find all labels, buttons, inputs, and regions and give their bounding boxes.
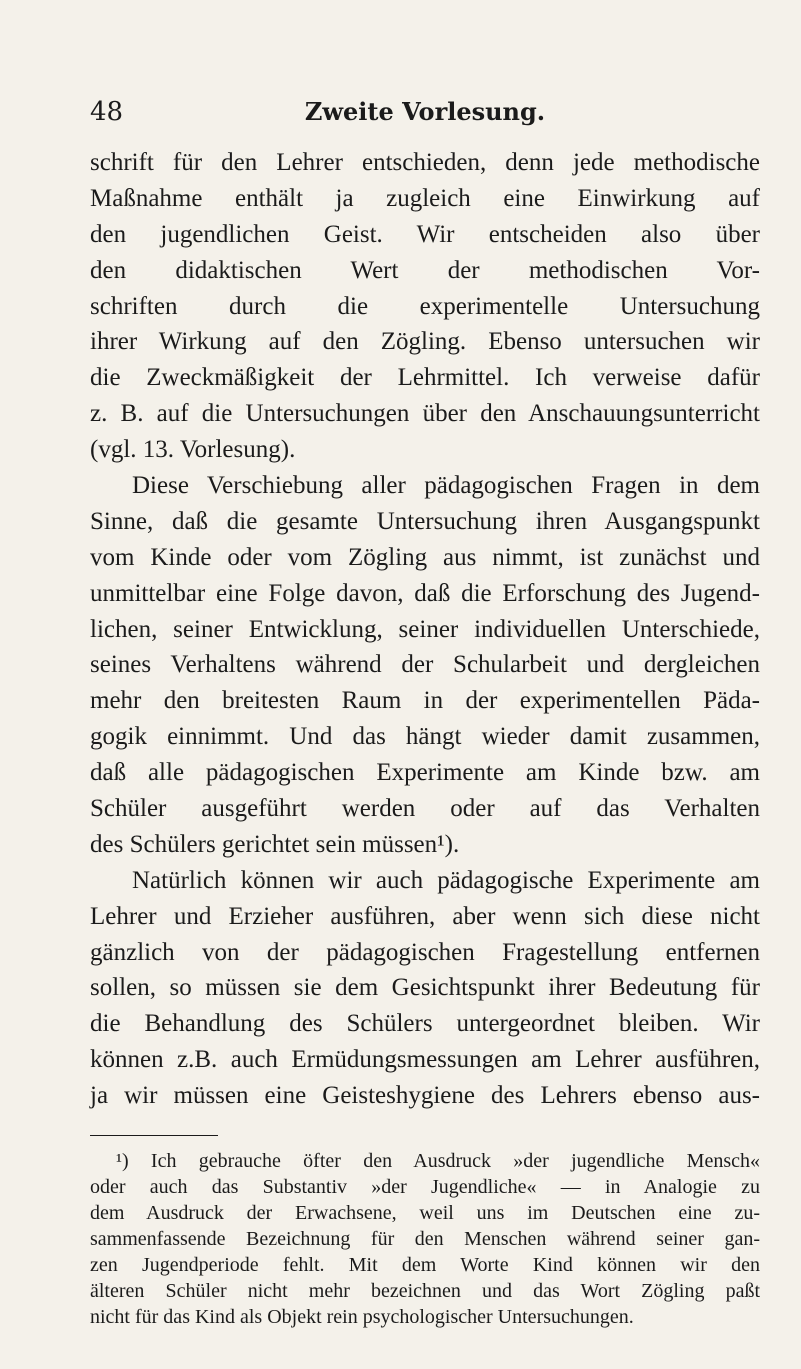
- body-text: [90, 145, 760, 1114]
- footnote-line: sammenfassende Bezeichnung für den Menschen während seiner gan-: [90, 1228, 760, 1250]
- running-head: Zweite Vorlesung.: [304, 97, 546, 126]
- text-line: Diese Verschiebung aller pädagogischen Fragen in dem: [132, 472, 760, 500]
- text-line: schrift für den Lehrer entschieden, denn jede methodische: [90, 149, 760, 176]
- text-line: mehr den breitesten Raum in der experimentellen Päda-: [90, 687, 760, 715]
- page-number: 48: [90, 97, 124, 127]
- text-line: seines Verhaltens während der Schularbeit und dergleichen: [90, 651, 760, 679]
- footnote-line: zen Jugendperiode fehlt. Mit dem Worte Kind können wir den: [90, 1254, 760, 1276]
- text-line: den didaktischen Wert der methodischen Vor-: [90, 256, 760, 284]
- text-line: unmittelbar eine Folge davon, daß die Erforschung des Jugend-: [90, 579, 760, 607]
- text-line: Natürlich können wir auch pädagogische Experimente am: [132, 866, 760, 894]
- text-line: Schüler ausgeführt werden oder auf das Verhalten: [90, 795, 760, 823]
- text-line: schriften durch die experimentelle Untersuchung: [90, 292, 760, 320]
- footnote-line: dem Ausdruck der Erwachsene, weil uns im Deutschen eine zu-: [90, 1202, 760, 1224]
- text-line: Maßnahme enthält ja zugleich eine Einwirkung auf: [90, 184, 760, 212]
- text-line: Lehrer und Erzieher ausführen, aber wenn sich diese nicht: [90, 902, 760, 930]
- footnote-divider: [90, 1135, 218, 1136]
- text-line: lichen, seiner Entwicklung, seiner individuellen Unterschiede,: [90, 615, 760, 643]
- text-line: die Zweckmäßigkeit der Lehrmittel. Ich verweise dafür: [90, 364, 760, 392]
- footnotes: [90, 1148, 760, 1330]
- text-line: die Behandlung des Schülers untergeordnet bleiben. Wir: [90, 1010, 760, 1038]
- text-line: können z.B. auch Ermüdungsmessungen am Lehrer ausführen,: [90, 1046, 760, 1074]
- text-line: vom Kinde oder vom Zögling aus nimmt, ist zunächst und: [90, 543, 760, 571]
- footnote-line: oder auch das Substantiv »der Jugendliche« — in Analogie zu: [90, 1176, 760, 1198]
- page-header: [90, 92, 760, 132]
- text-line: (vgl. 13. Vorlesung).: [90, 436, 296, 464]
- text-line: den jugendlichen Geist. Wir entscheiden also über: [90, 220, 760, 248]
- text-line: Sinne, daß die gesamte Untersuchung ihren Ausgangspunkt: [90, 507, 760, 535]
- text-line: gogik einnimmt. Und das hängt wieder damit zusammen,: [90, 723, 760, 751]
- text-line: gänzlich von der pädagogischen Fragestellung entfernen: [90, 938, 760, 966]
- text-line: sollen, so müssen sie dem Gesichtspunkt ihrer Bedeutung für: [90, 974, 760, 1002]
- text-line: ihrer Wirkung auf den Zögling. Ebenso untersuchen wir: [90, 328, 760, 356]
- text-line: z. B. auf die Untersuchungen über den Anschauungsunterricht: [90, 400, 760, 428]
- text-line: daß alle pädagogischen Experimente am Kinde bzw. am: [90, 759, 760, 787]
- footnote-line: ¹) Ich gebrauche öfter den Ausdruck »der jugendliche Mensch«: [116, 1150, 760, 1172]
- text-line: ja wir müssen eine Geisteshygiene des Lehrers ebenso aus-: [90, 1082, 760, 1110]
- footnote-line: älteren Schüler nicht mehr bezeichnen und das Wort Zögling paßt: [90, 1280, 760, 1302]
- footnote-line: nicht für das Kind als Objekt rein psychologischer Untersuchungen.: [90, 1306, 634, 1328]
- text-line: des Schülers gerichtet sein müssen¹).: [90, 830, 460, 858]
